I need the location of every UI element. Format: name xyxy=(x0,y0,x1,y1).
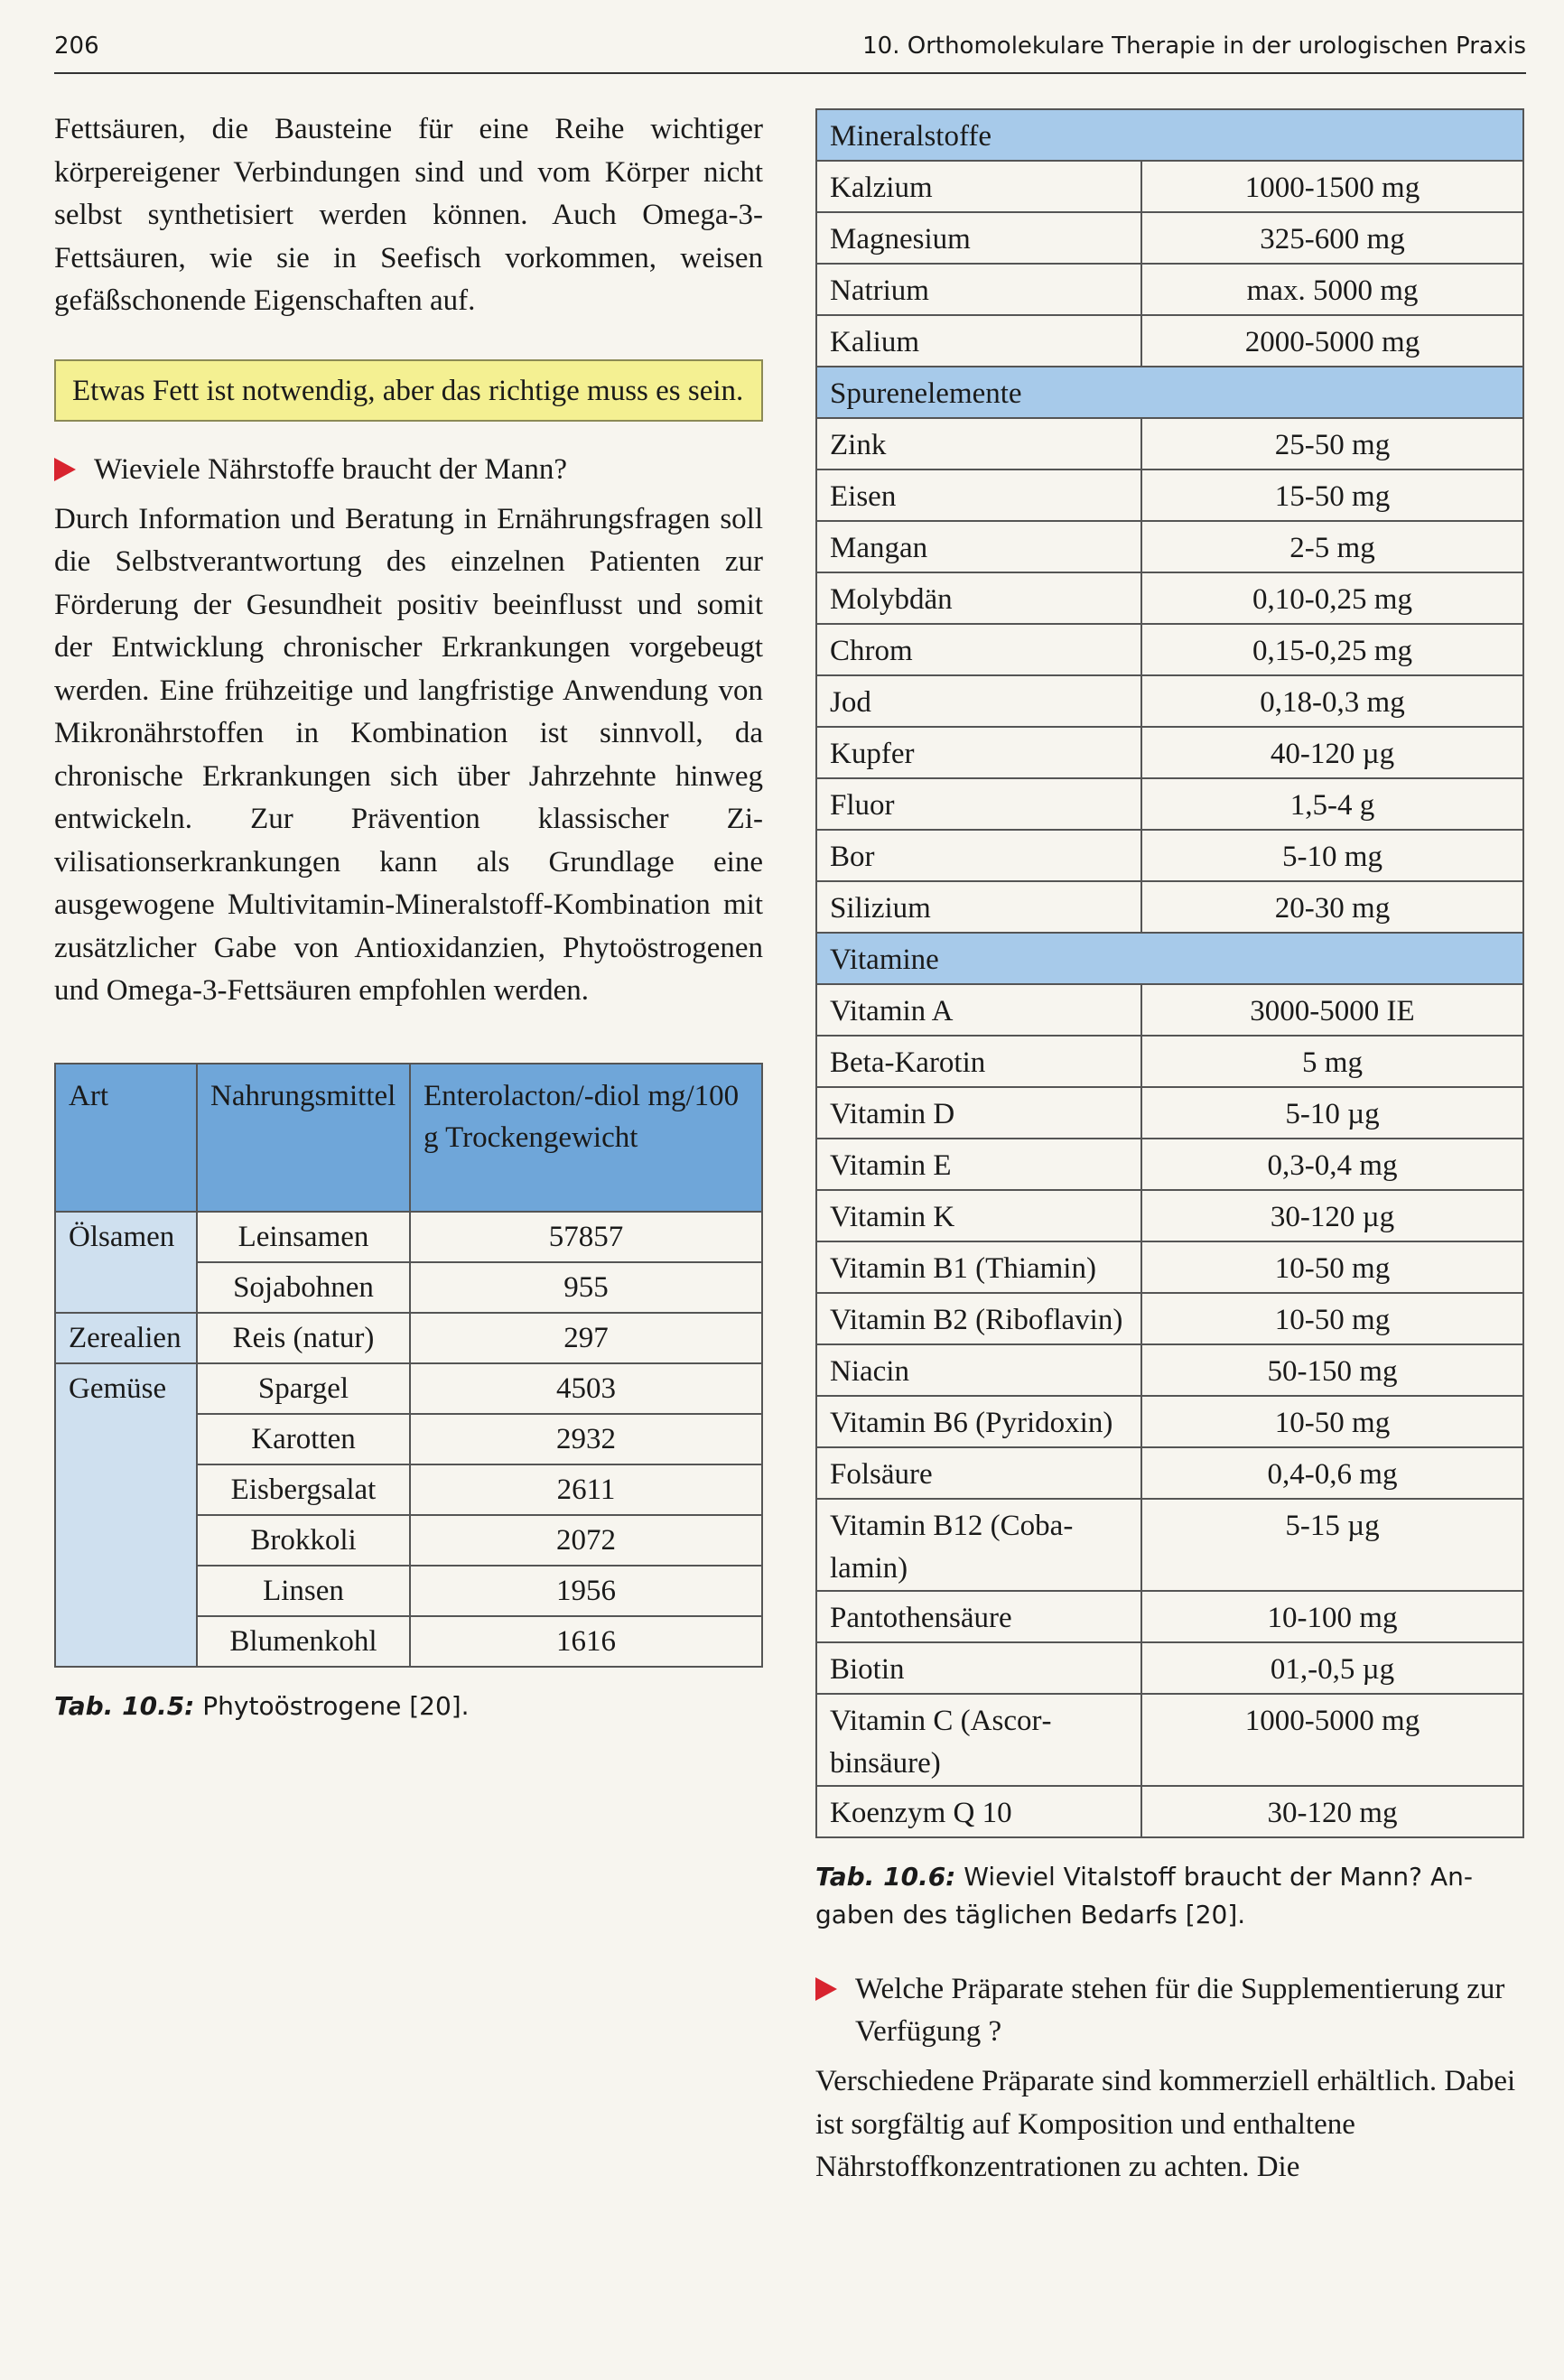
cell-substance: Kalzium xyxy=(816,161,1141,212)
cell-value: 2932 xyxy=(410,1414,762,1464)
cell-amount: 40-120 µg xyxy=(1141,727,1523,778)
cell-substance: Vitamin B6 (Pyridoxin) xyxy=(816,1396,1141,1447)
table-row xyxy=(816,315,1523,367)
question-heading-preparations xyxy=(815,1968,1524,2053)
cell-value: 4503 xyxy=(410,1363,762,1414)
cell-substance: Bor xyxy=(816,830,1141,881)
table-caption-10-5 xyxy=(54,1687,763,1725)
cell-category: Zerealien xyxy=(55,1313,197,1363)
cell-amount: 30-120 µg xyxy=(1141,1190,1523,1241)
table-row xyxy=(816,1344,1523,1396)
cell-amount: 325-600 mg xyxy=(1141,212,1523,264)
cell-substance: Mangan xyxy=(816,521,1141,572)
table-row xyxy=(816,624,1523,675)
cell-amount: 50-150 mg xyxy=(1141,1344,1523,1396)
cell-amount: 2-5 mg xyxy=(1141,521,1523,572)
table-row xyxy=(816,161,1523,212)
cell-substance: Vitamin C (Ascorbinsäure) xyxy=(816,1694,1141,1786)
cell-substance: Vitamin K xyxy=(816,1190,1141,1241)
cell-value: 1956 xyxy=(410,1566,762,1616)
cell-amount: 0,10-0,25 mg xyxy=(1141,572,1523,624)
cell-amount: 0,3-0,4 mg xyxy=(1141,1139,1523,1190)
table-row xyxy=(816,675,1523,727)
cell-amount: 30-120 mg xyxy=(1141,1786,1523,1837)
cell-substance: Vitamin D xyxy=(816,1087,1141,1139)
table-row xyxy=(816,1447,1523,1499)
cell-substance: Beta-Karotin xyxy=(816,1036,1141,1087)
cell-amount: 0,18-0,3 mg xyxy=(1141,675,1523,727)
table-row xyxy=(816,469,1523,521)
highlight-box: Etwas Fett ist notwendig, aber das richtige muss es sein. xyxy=(54,359,763,422)
cell-food: Linsen xyxy=(197,1566,410,1616)
cell-substance: Eisen xyxy=(816,469,1141,521)
paragraph-preparations: Verschiedene Präparate sind kommerziell erhältlich. Dabei ist sorgfältig auf Komposition und enthaltene Nährstoffkonzentrationen zu achten. Die xyxy=(815,2065,1516,2183)
cell-amount: 5 mg xyxy=(1141,1036,1523,1087)
cell-substance: Fluor xyxy=(816,778,1141,830)
table-row xyxy=(816,984,1523,1036)
cell-substance: Chrom xyxy=(816,624,1141,675)
cell-amount: 10-50 mg xyxy=(1141,1241,1523,1293)
phytoestrogen-table xyxy=(54,1063,763,1668)
table-row xyxy=(816,1396,1523,1447)
cell-substance: Vitamin A xyxy=(816,984,1141,1036)
table-row xyxy=(816,1087,1523,1139)
table-row xyxy=(816,212,1523,264)
red-arrow-icon xyxy=(815,1977,837,2001)
cell-amount: 01,-0,5 µg xyxy=(1141,1642,1523,1694)
cell-amount: 2000-5000 mg xyxy=(1141,315,1523,367)
cell-food: Karotten xyxy=(197,1414,410,1464)
table-row xyxy=(816,1694,1523,1786)
table-caption-10-6 xyxy=(815,1858,1524,1934)
cell-amount: 5-10 µg xyxy=(1141,1087,1523,1139)
cell-amount: 0,15-0,25 mg xyxy=(1141,624,1523,675)
cell-food: Spargel xyxy=(197,1363,410,1414)
cell-substance: Folsäure xyxy=(816,1447,1141,1499)
table-header-food: Nahrungsmittel xyxy=(197,1064,410,1212)
section-row xyxy=(816,933,1523,984)
question-text: Welche Präparate stehen für die Supplementierung zur Verfügung ? xyxy=(855,1973,1505,2048)
cell-substance: Magnesium xyxy=(816,212,1141,264)
cell-value: 57857 xyxy=(410,1212,762,1262)
cell-substance: Vitamin E xyxy=(816,1139,1141,1190)
cell-amount: 5-10 mg xyxy=(1141,830,1523,881)
right-column xyxy=(815,108,1524,2189)
paragraph-fatty-acids: Fettsäuren, die Bausteine für eine Reihe wichtiger körpereigener Verbindungen sind und vom Körper nicht selbst synthetisiert werden können. Auch Omega-3-Fettsäuren, wie sie in Seefisch vorkommen, weisen gefäßschonende Eigenschaften auf. xyxy=(54,113,763,317)
running-head: 10. Orthomolekulare Therapie in der urologischen Praxis xyxy=(862,33,1526,60)
cell-substance: Molybdän xyxy=(816,572,1141,624)
table-row xyxy=(816,418,1523,469)
table-row xyxy=(816,521,1523,572)
cell-food: Brokkoli xyxy=(197,1515,410,1566)
cell-value: 2611 xyxy=(410,1464,762,1515)
cell-substance: Silizium xyxy=(816,881,1141,933)
table-row xyxy=(55,1363,762,1414)
cell-category: Ölsamen xyxy=(55,1212,197,1313)
table-header-value: Enterolacton/-diol mg/100 g Trockengewicht xyxy=(410,1064,762,1212)
cell-amount: max. 5000 mg xyxy=(1141,264,1523,315)
page-number: 206 xyxy=(54,33,99,60)
table-row xyxy=(816,1642,1523,1694)
table-row xyxy=(816,778,1523,830)
vital-substance-table xyxy=(815,108,1524,1838)
cell-substance: Jod xyxy=(816,675,1141,727)
caption-text: Wieviel Vitalstoff braucht der Mann? Angaben des täglichen Bedarfs [20]. xyxy=(815,1862,1473,1929)
table-row xyxy=(816,881,1523,933)
cell-amount: 10-50 mg xyxy=(1141,1293,1523,1344)
table-row xyxy=(816,572,1523,624)
page-header xyxy=(54,27,1526,74)
caption-text: Phytoöstrogene [20]. xyxy=(202,1690,470,1721)
cell-substance: Biotin xyxy=(816,1642,1141,1694)
cell-substance: Vitamin B1 (Thiamin) xyxy=(816,1241,1141,1293)
table-row xyxy=(816,1591,1523,1642)
table-row xyxy=(816,1786,1523,1837)
question-text: Wieviele Nährstoffe braucht der Mann? xyxy=(94,452,568,486)
cell-substance: Zink xyxy=(816,418,1141,469)
table-header-art: Art xyxy=(55,1064,197,1212)
section-label: Spurenelemente xyxy=(816,367,1523,418)
cell-value: 2072 xyxy=(410,1515,762,1566)
table-row xyxy=(55,1313,762,1363)
left-column xyxy=(54,108,763,1725)
cell-amount: 3000-5000 IE xyxy=(1141,984,1523,1036)
cell-substance: Pantothensäure xyxy=(816,1591,1141,1642)
cell-food: Reis (natur) xyxy=(197,1313,410,1363)
cell-substance: Niacin xyxy=(816,1344,1141,1396)
cell-value: 1616 xyxy=(410,1616,762,1667)
red-arrow-icon xyxy=(54,458,76,481)
cell-amount: 5-15 µg xyxy=(1141,1499,1523,1591)
cell-category: Gemüse xyxy=(55,1363,197,1667)
cell-substance: Kupfer xyxy=(816,727,1141,778)
table-row xyxy=(816,1293,1523,1344)
cell-amount: 25-50 mg xyxy=(1141,418,1523,469)
question-heading-nutrients xyxy=(54,449,763,491)
cell-substance: Vitamin B2 (Riboflavin) xyxy=(816,1293,1141,1344)
cell-amount: 15-50 mg xyxy=(1141,469,1523,521)
cell-amount: 0,4-0,6 mg xyxy=(1141,1447,1523,1499)
cell-food: Leinsamen xyxy=(197,1212,410,1262)
cell-amount: 1,5-4 g xyxy=(1141,778,1523,830)
cell-value: 955 xyxy=(410,1262,762,1313)
cell-substance: Natrium xyxy=(816,264,1141,315)
table-row xyxy=(816,727,1523,778)
caption-label: Tab. 10.6: xyxy=(815,1862,956,1892)
cell-amount: 10-50 mg xyxy=(1141,1396,1523,1447)
table-row xyxy=(55,1212,762,1262)
table-row xyxy=(816,1139,1523,1190)
cell-substance: Kalium xyxy=(816,315,1141,367)
table-row xyxy=(816,1241,1523,1293)
section-row xyxy=(816,109,1523,161)
cell-amount: 1000-1500 mg xyxy=(1141,161,1523,212)
table-row xyxy=(816,1499,1523,1591)
cell-amount: 1000-5000 mg xyxy=(1141,1694,1523,1786)
section-row xyxy=(816,367,1523,418)
cell-value: 297 xyxy=(410,1313,762,1363)
cell-amount: 10-100 mg xyxy=(1141,1591,1523,1642)
table-row xyxy=(816,1190,1523,1241)
cell-substance: Vitamin B12 (Cobalamin) xyxy=(816,1499,1141,1591)
cell-food: Blumenkohl xyxy=(197,1616,410,1667)
caption-label: Tab. 10.5: xyxy=(54,1690,195,1721)
table-row xyxy=(816,264,1523,315)
section-label: Mineralstoffe xyxy=(816,109,1523,161)
cell-food: Sojabohnen xyxy=(197,1262,410,1313)
table-row xyxy=(816,1036,1523,1087)
cell-substance: Koenzym Q 10 xyxy=(816,1786,1141,1837)
section-label: Vitamine xyxy=(816,933,1523,984)
table-row xyxy=(816,830,1523,881)
paragraph-prevention: Durch Information und Beratung in Ernährungsfragen soll die Selbstverantwortung des einzelnen Patienten zur Förderung der Gesundheit positiv beeinflusst und somit der Entwicklung chronischer Erkrankungen vorgebeugt werden. Eine frühzeitige und langfristige Anwendung von Mikronährstoffen in Kombination ist sinnvoll, da chronische Erkrankungen sich über Jahrzehnte hinweg entwickeln. Zur Prävention klassischer Zivilisationserkrankungen kann als Grundlage eine ausgewogene Multivitamin-Mineralstoff-Kombination mit zusätzlicher Gabe von Antioxidanzien, Phytoöstrogenen und Omega-3-Fettsäuren empfohlen werden. xyxy=(54,502,763,1007)
cell-amount: 20-30 mg xyxy=(1141,881,1523,933)
cell-food: Eisbergsalat xyxy=(197,1464,410,1515)
